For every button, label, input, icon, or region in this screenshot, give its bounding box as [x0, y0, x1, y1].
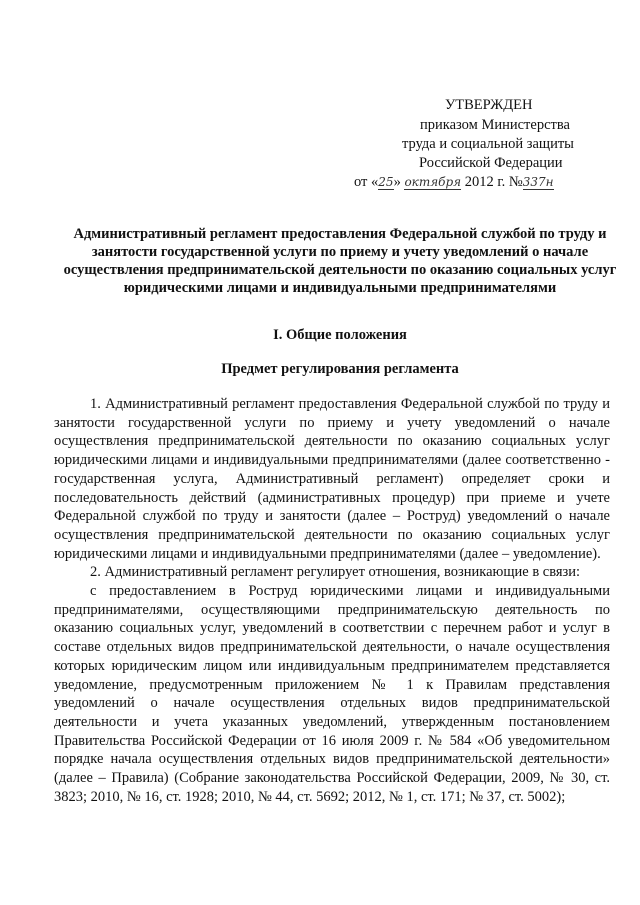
approval-line-1: приказом Министерства — [420, 117, 570, 133]
approval-heading: УТВЕРЖДЕН — [445, 97, 533, 113]
paragraph-2: 2. Административный регламент регулирует отношения, возникающие в связи: — [90, 564, 581, 581]
date-year: 2012 г. № — [461, 174, 523, 190]
approval-date-line — [354, 173, 554, 191]
date-number: 337н — [522, 175, 554, 189]
subsection-heading: Предмет регулирования регламента — [221, 361, 459, 377]
date-mid: » — [393, 174, 405, 190]
date-month: октября — [404, 175, 462, 189]
approval-line-2: труда и социальной защиты — [402, 136, 574, 152]
section-heading: I. Общие положения — [273, 327, 407, 343]
body-text — [54, 395, 610, 806]
document-title: Административный регламент предоставления Федеральной службой по труду и занятости государственной услуги по приему и учету уведомлений о начале осуществления предпринимательской деятельности по оказанию социальных услуг юридическими лицами и индивидуальными предпринимателями — [63, 226, 617, 296]
date-prefix: от « — [354, 174, 379, 190]
paragraph-3: с предоставлением в Роструд юридическими лицами и индивидуальными предпринимателями, осуществляющими предпринимательскую деятельность по оказанию социальных услуг, уведомлений в соответствии с перечнем работ и услуг в составе отдельных видов предпринимательской деятельности, о начале осуществления которых юридическим лицом или индивидуальным предпринимателем представляется уведомление, предусмотренным приложением № 1 к Правилам представления уведомлений о начале осуществления отдельных видов предпринимательской деятельности и учета указанных уведомлений, утвержденным постановлением Правительства Российской Федерации от 16 июля 2009 г. № 584 «Об уведомительном порядке начала осуществления отдельных видов предпринимательской деятельности» (далее – Правила) (Собрание законодательства Российской Федерации, 2009, № 30, ст. 3823; 2010, № 16, ст. 1928; 2010, № 44, ст. 5692; 2012, № 1, ст. 171; № 37, ст. 5002); — [54, 583, 610, 805]
approval-line-3: Российской Федерации — [419, 155, 563, 171]
paragraph-1: 1. Административный регламент предоставления Федеральной службой по труду и занятости государственной услуги по приему и учету уведомлений о начале осуществления предпринимательской деятельности по оказанию социальных услуг юридическими лицами и индивидуальными предпринимателями (далее соответственно - государственная услуга, Административный регламент) определяет сроки и последовательность действий (административных процедур) при приеме и учете Федеральной службой по труду и занятости (далее – Роструд) уведомлений о начале осуществления предпринимательской деятельности по оказанию социальных услуг юридическими лицами и индивидуальными предпринимателями (далее – уведомление). — [54, 396, 610, 562]
date-day: 25 — [378, 175, 394, 189]
